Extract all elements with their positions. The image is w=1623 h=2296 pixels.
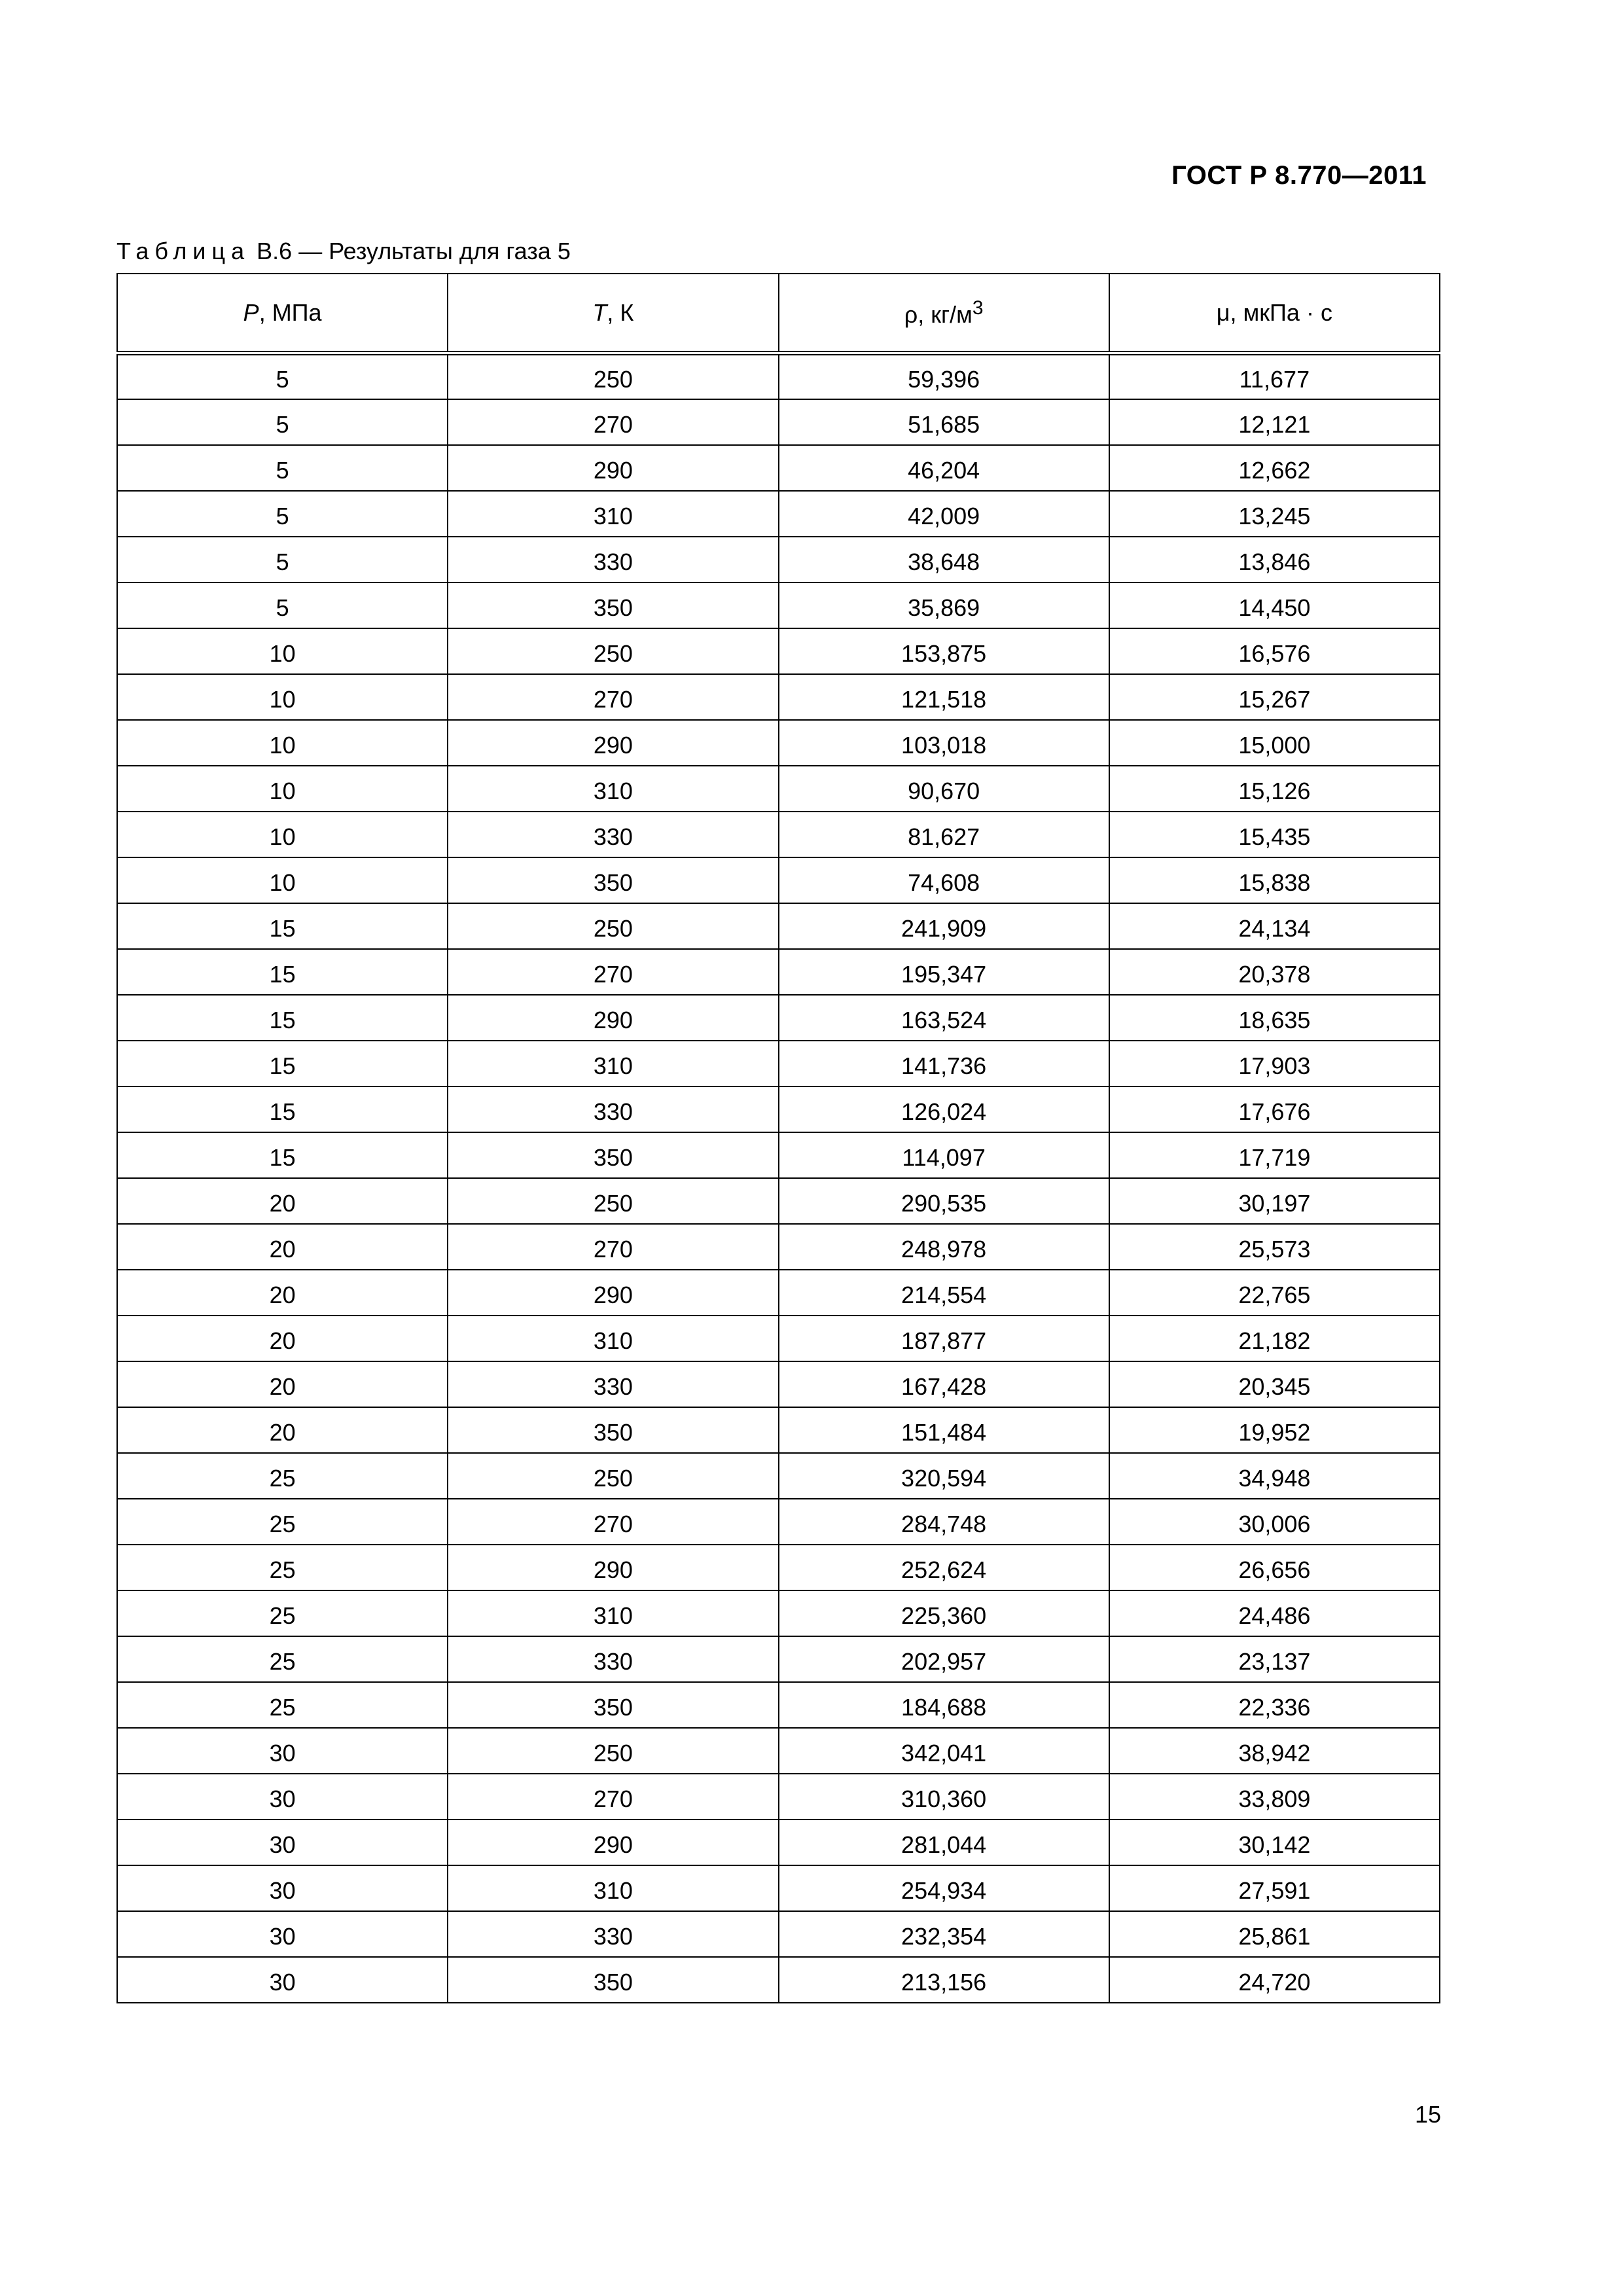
cell-density: 74,608 [779, 857, 1109, 903]
table-row [117, 353, 1440, 399]
table-row [117, 903, 1440, 949]
cell-pressure: 20 [117, 1178, 448, 1224]
table-row [117, 1682, 1440, 1728]
density-unit-exponent: 3 [972, 296, 984, 319]
table-row [117, 1911, 1440, 1957]
cell-temperature: 330 [448, 812, 778, 857]
cell-density: 290,535 [779, 1178, 1109, 1224]
table-row [117, 491, 1440, 537]
cell-pressure: 15 [117, 1086, 448, 1132]
cell-density: 342,041 [779, 1728, 1109, 1774]
cell-pressure: 10 [117, 857, 448, 903]
results-table [116, 273, 1440, 2003]
cell-temperature: 250 [448, 353, 778, 399]
cell-pressure: 30 [117, 1865, 448, 1911]
cell-temperature: 250 [448, 1178, 778, 1224]
cell-viscosity: 17,676 [1109, 1086, 1440, 1132]
cell-density: 284,748 [779, 1499, 1109, 1545]
cell-pressure: 10 [117, 674, 448, 720]
table-row [117, 1728, 1440, 1774]
cell-temperature: 290 [448, 1545, 778, 1590]
cell-viscosity: 30,197 [1109, 1178, 1440, 1224]
cell-temperature: 270 [448, 1224, 778, 1270]
pressure-unit: , МПа [259, 298, 322, 326]
viscosity-unit: , мкПа · с [1230, 298, 1332, 326]
column-header-temperature [448, 274, 778, 353]
table-row [117, 674, 1440, 720]
cell-temperature: 330 [448, 537, 778, 583]
cell-viscosity: 15,435 [1109, 812, 1440, 857]
cell-viscosity: 38,942 [1109, 1728, 1440, 1774]
cell-density: 90,670 [779, 766, 1109, 812]
table-row [117, 1132, 1440, 1178]
cell-pressure: 5 [117, 353, 448, 399]
cell-viscosity: 24,134 [1109, 903, 1440, 949]
cell-density: 202,957 [779, 1636, 1109, 1682]
table-row [117, 995, 1440, 1041]
table-row [117, 1270, 1440, 1316]
cell-viscosity: 17,903 [1109, 1041, 1440, 1086]
cell-pressure: 25 [117, 1636, 448, 1682]
cell-pressure: 20 [117, 1361, 448, 1407]
cell-temperature: 270 [448, 1774, 778, 1820]
table-caption [116, 238, 571, 265]
cell-density: 153,875 [779, 628, 1109, 674]
cell-density: 59,396 [779, 353, 1109, 399]
density-symbol: ρ [904, 300, 918, 328]
cell-density: 248,978 [779, 1224, 1109, 1270]
cell-temperature: 270 [448, 1499, 778, 1545]
cell-viscosity: 26,656 [1109, 1545, 1440, 1590]
cell-density: 81,627 [779, 812, 1109, 857]
cell-pressure: 15 [117, 949, 448, 995]
cell-temperature: 250 [448, 628, 778, 674]
table-row [117, 537, 1440, 583]
table-row [117, 1361, 1440, 1407]
table-header-row [117, 274, 1440, 353]
cell-viscosity: 12,662 [1109, 445, 1440, 491]
cell-density: 232,354 [779, 1911, 1109, 1957]
cell-pressure: 25 [117, 1453, 448, 1499]
table-row [117, 1590, 1440, 1636]
cell-temperature: 350 [448, 1407, 778, 1453]
document-id: ГОСТ Р 8.770—2011 [1171, 161, 1427, 190]
cell-viscosity: 22,765 [1109, 1270, 1440, 1316]
viscosity-symbol: μ [1216, 298, 1230, 326]
cell-density: 225,360 [779, 1590, 1109, 1636]
table-row [117, 1499, 1440, 1545]
cell-pressure: 25 [117, 1499, 448, 1545]
cell-pressure: 30 [117, 1957, 448, 2003]
cell-temperature: 310 [448, 1316, 778, 1361]
cell-temperature: 330 [448, 1361, 778, 1407]
cell-temperature: 310 [448, 1590, 778, 1636]
column-header-density [779, 274, 1109, 353]
cell-viscosity: 15,838 [1109, 857, 1440, 903]
table-row [117, 1453, 1440, 1499]
cell-density: 51,685 [779, 399, 1109, 445]
cell-density: 195,347 [779, 949, 1109, 995]
cell-pressure: 5 [117, 583, 448, 628]
cell-viscosity: 25,861 [1109, 1911, 1440, 1957]
cell-viscosity: 17,719 [1109, 1132, 1440, 1178]
temperature-unit: , К [607, 298, 634, 326]
table-row [117, 1041, 1440, 1086]
cell-temperature: 290 [448, 1270, 778, 1316]
cell-pressure: 20 [117, 1316, 448, 1361]
cell-viscosity: 18,635 [1109, 995, 1440, 1041]
cell-viscosity: 30,006 [1109, 1499, 1440, 1545]
cell-temperature: 350 [448, 583, 778, 628]
cell-viscosity: 16,576 [1109, 628, 1440, 674]
cell-viscosity: 23,137 [1109, 1636, 1440, 1682]
table-row [117, 1865, 1440, 1911]
cell-temperature: 310 [448, 766, 778, 812]
cell-density: 320,594 [779, 1453, 1109, 1499]
cell-density: 103,018 [779, 720, 1109, 766]
cell-density: 46,204 [779, 445, 1109, 491]
cell-pressure: 30 [117, 1911, 448, 1957]
cell-density: 163,524 [779, 995, 1109, 1041]
cell-temperature: 310 [448, 1865, 778, 1911]
cell-pressure: 25 [117, 1545, 448, 1590]
cell-temperature: 350 [448, 1957, 778, 2003]
cell-density: 252,624 [779, 1545, 1109, 1590]
cell-viscosity: 27,591 [1109, 1865, 1440, 1911]
table-row [117, 1545, 1440, 1590]
cell-temperature: 290 [448, 995, 778, 1041]
cell-density: 35,869 [779, 583, 1109, 628]
cell-temperature: 350 [448, 857, 778, 903]
cell-viscosity: 33,809 [1109, 1774, 1440, 1820]
table-row [117, 1178, 1440, 1224]
cell-temperature: 330 [448, 1911, 778, 1957]
cell-density: 214,554 [779, 1270, 1109, 1316]
cell-density: 114,097 [779, 1132, 1109, 1178]
cell-pressure: 15 [117, 1041, 448, 1086]
cell-temperature: 270 [448, 399, 778, 445]
cell-viscosity: 12,121 [1109, 399, 1440, 445]
table-row [117, 1820, 1440, 1865]
cell-pressure: 10 [117, 720, 448, 766]
cell-viscosity: 11,677 [1109, 353, 1440, 399]
table-row [117, 766, 1440, 812]
cell-density: 310,360 [779, 1774, 1109, 1820]
cell-density: 121,518 [779, 674, 1109, 720]
cell-pressure: 5 [117, 445, 448, 491]
cell-viscosity: 13,846 [1109, 537, 1440, 583]
cell-temperature: 290 [448, 1820, 778, 1865]
cell-density: 42,009 [779, 491, 1109, 537]
cell-viscosity: 24,486 [1109, 1590, 1440, 1636]
table-row [117, 583, 1440, 628]
cell-viscosity: 22,336 [1109, 1682, 1440, 1728]
pressure-symbol: P [243, 298, 259, 326]
cell-viscosity: 20,378 [1109, 949, 1440, 995]
cell-temperature: 330 [448, 1086, 778, 1132]
cell-temperature: 270 [448, 949, 778, 995]
cell-pressure: 5 [117, 399, 448, 445]
cell-pressure: 10 [117, 766, 448, 812]
table-row [117, 1636, 1440, 1682]
caption-title: — Результаты для газа 5 [298, 238, 571, 264]
cell-density: 167,428 [779, 1361, 1109, 1407]
table-row [117, 1086, 1440, 1132]
table-row [117, 1957, 1440, 2003]
cell-density: 141,736 [779, 1041, 1109, 1086]
cell-temperature: 350 [448, 1132, 778, 1178]
cell-viscosity: 21,182 [1109, 1316, 1440, 1361]
temperature-symbol: T [592, 298, 607, 326]
cell-viscosity: 34,948 [1109, 1453, 1440, 1499]
cell-temperature: 290 [448, 445, 778, 491]
cell-viscosity: 15,000 [1109, 720, 1440, 766]
cell-viscosity: 19,952 [1109, 1407, 1440, 1453]
page-number: 15 [1414, 2101, 1441, 2128]
cell-pressure: 30 [117, 1728, 448, 1774]
cell-pressure: 15 [117, 1132, 448, 1178]
column-header-pressure [117, 274, 448, 353]
cell-pressure: 5 [117, 491, 448, 537]
cell-viscosity: 13,245 [1109, 491, 1440, 537]
cell-pressure: 25 [117, 1682, 448, 1728]
cell-density: 241,909 [779, 903, 1109, 949]
cell-density: 184,688 [779, 1682, 1109, 1728]
table-row [117, 720, 1440, 766]
cell-pressure: 20 [117, 1224, 448, 1270]
cell-viscosity: 15,267 [1109, 674, 1440, 720]
table-row [117, 949, 1440, 995]
cell-temperature: 250 [448, 1728, 778, 1774]
cell-temperature: 250 [448, 903, 778, 949]
cell-viscosity: 25,573 [1109, 1224, 1440, 1270]
cell-temperature: 250 [448, 1453, 778, 1499]
cell-pressure: 10 [117, 628, 448, 674]
caption-number: В.6 [257, 238, 293, 264]
cell-temperature: 330 [448, 1636, 778, 1682]
cell-temperature: 290 [448, 720, 778, 766]
density-unit: , кг/м [918, 300, 972, 328]
cell-viscosity: 30,142 [1109, 1820, 1440, 1865]
cell-temperature: 270 [448, 674, 778, 720]
table-body [117, 353, 1440, 2003]
cell-density: 187,877 [779, 1316, 1109, 1361]
table-row [117, 628, 1440, 674]
cell-pressure: 20 [117, 1270, 448, 1316]
cell-density: 254,934 [779, 1865, 1109, 1911]
cell-temperature: 310 [448, 491, 778, 537]
table-row [117, 812, 1440, 857]
table-row [117, 1407, 1440, 1453]
cell-density: 281,044 [779, 1820, 1109, 1865]
column-header-viscosity [1109, 274, 1440, 353]
cell-viscosity: 20,345 [1109, 1361, 1440, 1407]
cell-density: 38,648 [779, 537, 1109, 583]
cell-pressure: 25 [117, 1590, 448, 1636]
table-row [117, 1224, 1440, 1270]
cell-density: 151,484 [779, 1407, 1109, 1453]
table-row [117, 445, 1440, 491]
table-row [117, 857, 1440, 903]
cell-pressure: 30 [117, 1820, 448, 1865]
cell-pressure: 15 [117, 995, 448, 1041]
cell-viscosity: 24,720 [1109, 1957, 1440, 2003]
cell-temperature: 310 [448, 1041, 778, 1086]
cell-temperature: 350 [448, 1682, 778, 1728]
cell-pressure: 15 [117, 903, 448, 949]
cell-viscosity: 15,126 [1109, 766, 1440, 812]
cell-pressure: 10 [117, 812, 448, 857]
caption-label: Таблица [116, 238, 251, 264]
table-row [117, 399, 1440, 445]
cell-density: 213,156 [779, 1957, 1109, 2003]
cell-pressure: 20 [117, 1407, 448, 1453]
cell-pressure: 30 [117, 1774, 448, 1820]
cell-pressure: 5 [117, 537, 448, 583]
table-row [117, 1774, 1440, 1820]
table-row [117, 1316, 1440, 1361]
cell-viscosity: 14,450 [1109, 583, 1440, 628]
cell-density: 126,024 [779, 1086, 1109, 1132]
